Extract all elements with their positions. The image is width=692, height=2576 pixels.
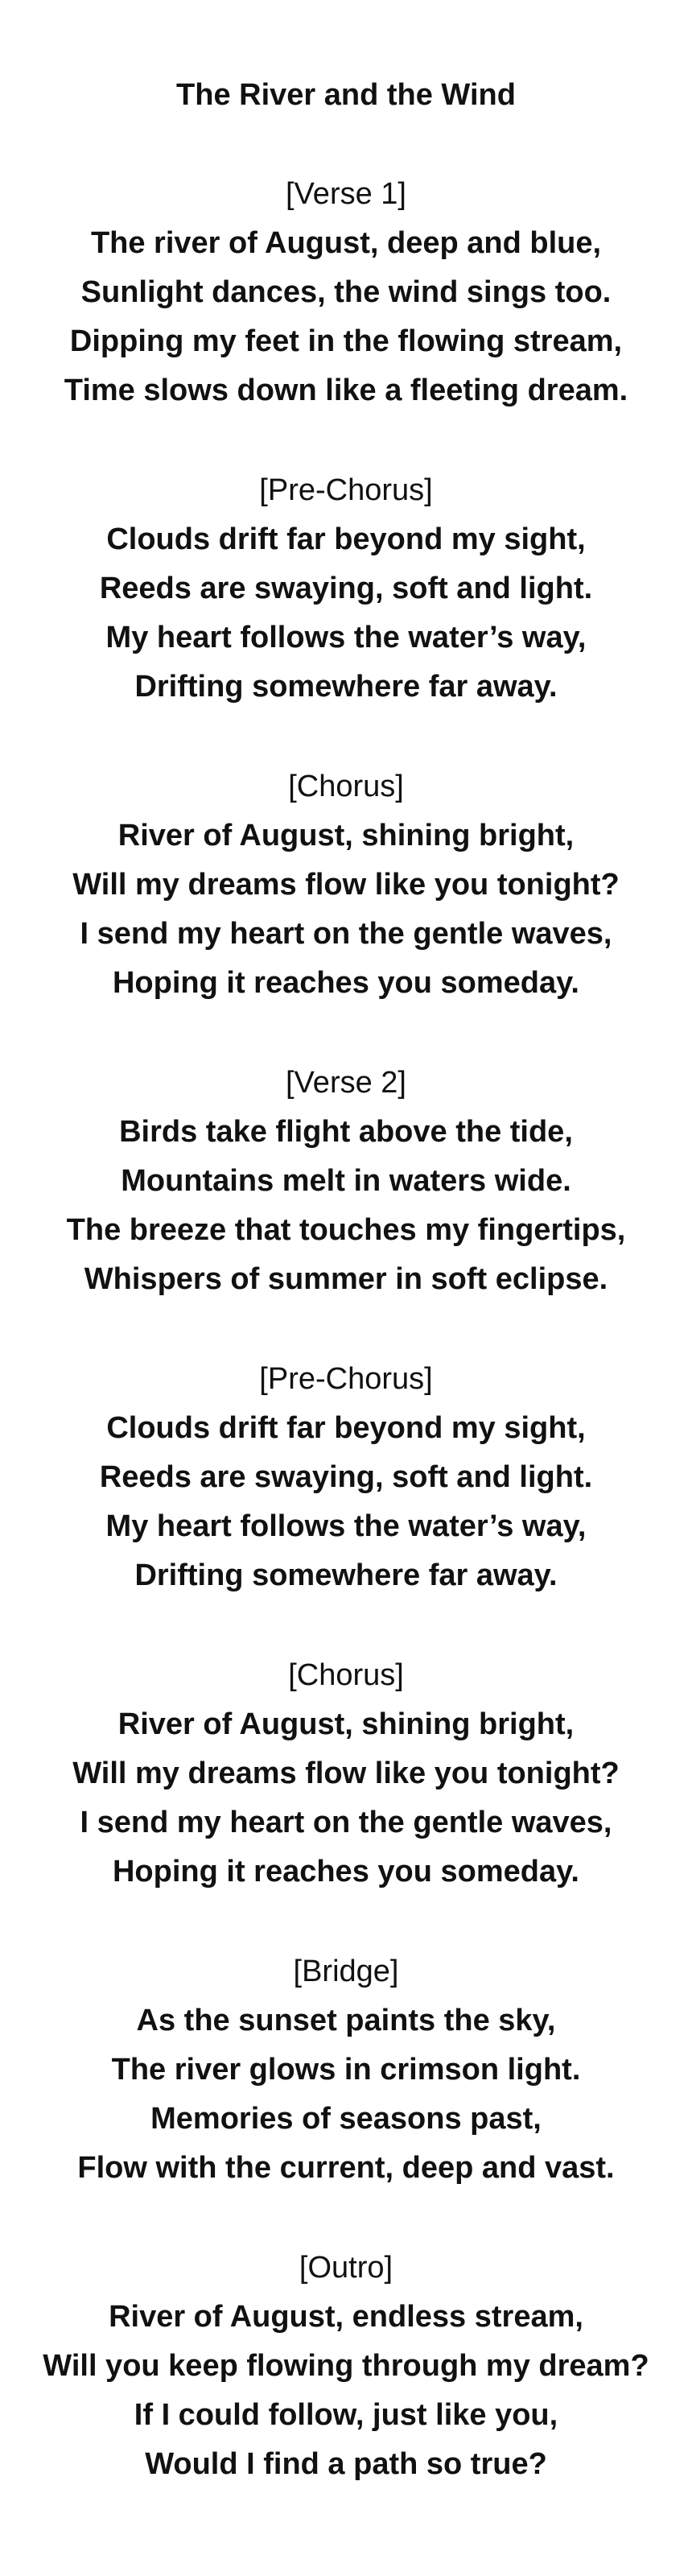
- lyric-line: River of August, shining bright,: [117, 819, 575, 852]
- lyric-line: Dipping my feet in the flowing stream,: [69, 324, 623, 358]
- section-bridge: [0, 1946, 692, 2193]
- lyric-line: Clouds drift far beyond my sight,: [106, 522, 586, 556]
- lyric-line: I send my heart on the gentle waves,: [80, 917, 612, 951]
- lyric-line: Hoping it reaches you someday.: [112, 1855, 579, 1889]
- lyric-line: I send my heart on the gentle waves,: [80, 1806, 612, 1839]
- lyric-line: Will my dreams flow like you tonight?: [72, 1757, 620, 1790]
- lyric-line: Drifting somewhere far away.: [134, 670, 558, 704]
- lyric-line: My heart follows the water’s way,: [105, 1509, 587, 1543]
- section-outro: [0, 2243, 692, 2489]
- lyric-line: Hoping it reaches you someday.: [112, 966, 579, 1000]
- section-pre-chorus-2: [0, 1354, 692, 1600]
- lyric-line: Memories of seasons past,: [150, 2102, 542, 2136]
- section-chorus-1: [0, 762, 692, 1008]
- lyric-line: Whispers of summer in soft eclipse.: [84, 1262, 608, 1296]
- lyric-line: The breeze that touches my fingertips,: [66, 1213, 626, 1247]
- section-verse-2: [0, 1058, 692, 1304]
- section-label: [Outro]: [299, 2251, 393, 2285]
- section-label: [Verse 1]: [286, 177, 406, 211]
- section-label: [Bridge]: [293, 1955, 399, 1988]
- lyric-line: Flow with the current, deep and vast.: [77, 2151, 615, 2185]
- lyric-line: Reeds are swaying, soft and light.: [99, 1460, 593, 1494]
- section-pre-chorus-1: [0, 465, 692, 712]
- lyric-line: If I could follow, just like you,: [134, 2398, 558, 2432]
- lyric-line: Will my dreams flow like you tonight?: [72, 868, 620, 902]
- lyric-line: Time slows down like a fleeting dream.: [64, 374, 628, 407]
- section-label: [Chorus]: [288, 1658, 404, 1692]
- lyric-line: As the sunset paints the sky,: [136, 2004, 556, 2037]
- lyric-line: Mountains melt in waters wide.: [121, 1164, 571, 1198]
- lyric-line: Reeds are swaying, soft and light.: [99, 572, 593, 605]
- section-label: [Pre-Chorus]: [259, 473, 433, 507]
- section-label: [Chorus]: [288, 770, 404, 803]
- lyric-line: Drifting somewhere far away.: [134, 1558, 558, 1592]
- lyric-line: Will you keep flowing through my dream?: [43, 2349, 649, 2383]
- lyric-line: The river glows in crimson light.: [111, 2053, 581, 2087]
- lyric-line: Sunlight dances, the wind sings too.: [80, 275, 612, 309]
- lyric-line: My heart follows the water’s way,: [105, 621, 587, 654]
- section-chorus-2: [0, 1650, 692, 1897]
- lyric-line: Clouds drift far beyond my sight,: [106, 1411, 586, 1445]
- lyric-line: Birds take flight above the tide,: [119, 1115, 573, 1149]
- section-label: [Pre-Chorus]: [259, 1362, 433, 1396]
- lyric-line: River of August, endless stream,: [109, 2300, 583, 2334]
- section-label: [Verse 2]: [286, 1066, 406, 1100]
- song-title: The River and the Wind: [176, 78, 516, 112]
- section-verse-1: [0, 169, 692, 415]
- lyric-line: River of August, shining bright,: [117, 1707, 575, 1741]
- lyric-line: The river of August, deep and blue,: [90, 226, 602, 260]
- lyric-line: Would I find a path so true?: [145, 2447, 547, 2481]
